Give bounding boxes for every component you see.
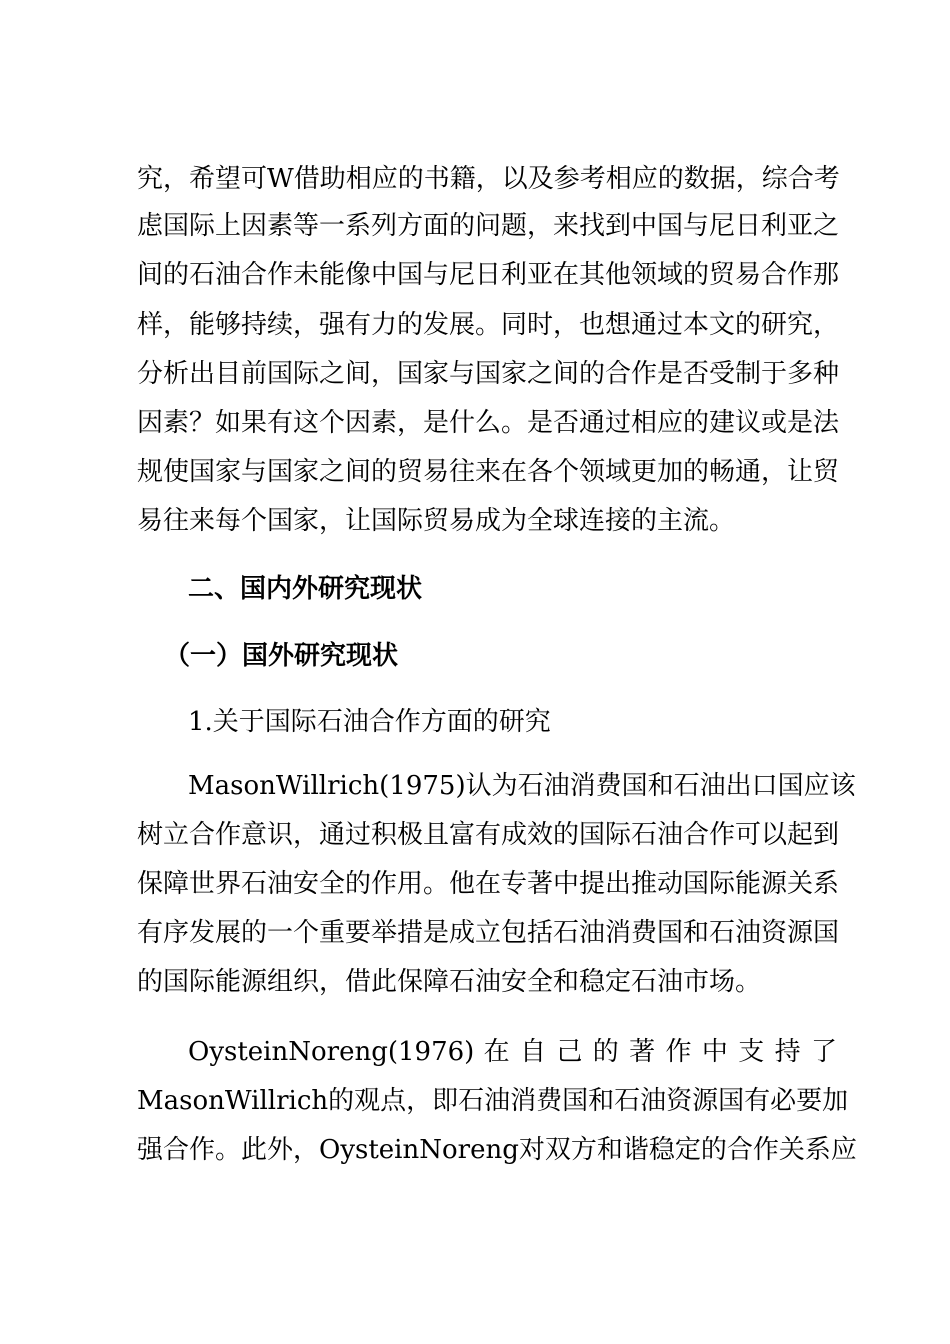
text-line: OysteinNoreng(1976) 在 自 己 的 著 作 中 支 持 了 [188, 1037, 837, 1067]
text-line: 分析出目前国际之间，国家与国家之间的合作是否受制于多种 [137, 359, 840, 389]
text-line: 规使国家与国家之间的贸易往来在各个领域更加的畅通，让贸 [137, 457, 840, 487]
text-line: 有序发展的一个重要举措是成立包括石油消费国和石油资源国 [137, 918, 840, 948]
text-line: 易往来每个国家，让国际贸易成为全球连接的主流。 [137, 506, 736, 536]
text-line: 树立合作意识，通过积极且富有成效的国际石油合作可以起到 [137, 820, 840, 850]
subsection-heading: （一）国外研究现状 [164, 641, 399, 671]
text-line: 究，希望可W借助相应的书籍，以及参考相应的数据，综合考 [137, 164, 840, 194]
text-line: 保障世界石油安全的作用。他在专著中提出推动国际能源关系 [137, 869, 840, 899]
text-line: 的国际能源组织，借此保障石油安全和稳定石油市场。 [137, 967, 762, 997]
section-heading: 二、国内外研究现状 [188, 574, 423, 604]
text-line: 样，能够持续，强有力的发展。同时，也想通过本文的研究， [137, 310, 840, 340]
text-line: 间的石油合作未能像中国与尼日利亚在其他领域的贸易合作那 [137, 260, 840, 290]
text-line: 强合作。此外，OysteinNoreng对双方和谐稳定的合作关系应 [137, 1135, 857, 1165]
text-line: 虑国际上因素等一系列方面的问题，来找到中国与尼日利亚之 [137, 211, 840, 241]
text-line: MasonWillrich(1975)认为石油消费国和石油出口国应该 [188, 771, 856, 801]
topic-heading: 1.关于国际石油合作方面的研究 [188, 707, 551, 737]
text-line: 因素？如果有这个因素，是什么。是否通过相应的建议或是法 [137, 408, 840, 438]
text-line: MasonWillrich的观点，即石油消费国和石油资源国有必要加 [137, 1086, 849, 1116]
